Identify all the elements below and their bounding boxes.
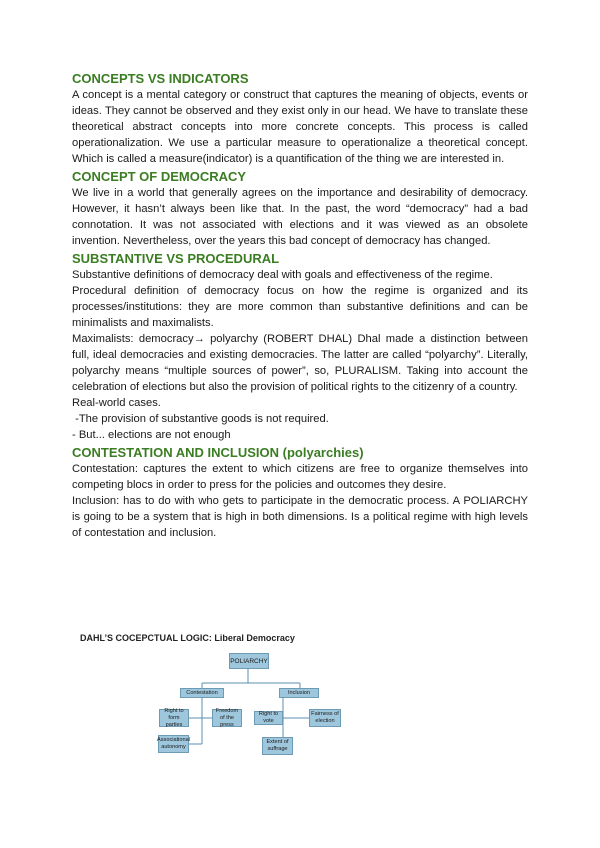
paragraph: Substantive definitions of democracy deal with goals and effectiveness of the regime. — [72, 269, 493, 281]
right-to-vote-box: Right to vote — [254, 711, 283, 725]
paragraph: Contestation: captures the extent to which citizens are free to organize themselves into competing blocs in order to press for the policies and outcomes they desire. — [72, 463, 528, 491]
freedom-of-press-box: Freedom of the press — [212, 709, 242, 727]
section-heading: CONTESTATION AND INCLUSION (polyarchies) — [72, 445, 364, 460]
paragraph: -The provision of substantive goods is not required. — [72, 413, 329, 425]
section-substantive-vs-procedural — [72, 250, 528, 443]
paragraph: Maximalists: democracy→ polyarchy (ROBERT DHAL) Dhal made a distinction between full, ideal democracies and existing democracies. The latter are called “polyarchy”. Literally, polyarchy means “multiple sources of power”, so, PLURALISM. Taking into account the celebration of elections but also the provision of political rights to the citizenry of a country. — [72, 333, 528, 393]
associational-autonomy-box: Associational autonomy — [158, 735, 189, 753]
section-heading: CONCEPTS VS INDICATORS — [72, 71, 249, 86]
section-heading: CONCEPT OF DEMOCRACY — [72, 169, 247, 184]
paragraph: - But... elections are not enough — [72, 429, 231, 441]
right-to-form-parties-box: Right to form parties — [159, 709, 189, 727]
paragraph: Inclusion: has to do with who gets to participate in the democratic process. A POLIARCHY is going to be a system that is high in both dimensions. Is a political regime with high levels of contestation and inclusion. — [72, 495, 528, 539]
inclusion-box: Inclusion — [279, 688, 319, 698]
paragraph: A concept is a mental category or construct that captures the meaning of objects, events or ideas. They cannot be observed and they exist only in our head. We have to translate these theoretical abstract concepts into more concrete concepts. This process is called operationalization. We use a particular measure to operationalize a theoretical concept. Which is called a measure(indicator) is a quantification of the thing we are interested in. — [72, 89, 528, 165]
diagram-connectors — [72, 633, 372, 763]
document-body — [72, 70, 528, 541]
section-concept-of-democracy — [72, 168, 528, 249]
extent-of-suffrage-box: Extent of suffrage — [262, 737, 293, 755]
paragraph: Procedural definition of democracy focus on how the regime is organized and its processes/institutions: they are more common than substantive definitions and can be minimalists and maximalists. — [72, 285, 528, 329]
section-contestation-and-inclusion — [72, 444, 528, 541]
paragraph: Real-world cases. — [72, 397, 161, 409]
contestation-box: Contestation — [180, 688, 224, 698]
section-concepts-vs-indicators — [72, 70, 528, 167]
fairness-of-election-box: Fairness of election — [309, 709, 341, 727]
dahl-conceptual-diagram — [72, 633, 372, 763]
diagram-title: DAHL’S COCEPCTUAL LOGIC: Liberal Democracy — [80, 633, 295, 643]
paragraph: We live in a world that generally agrees on the importance and desirability of democracy. However, it hasn’t always been like that. In the past, the word “democracy” had a bad connotation. It was not associated with elections and it was viewed as an obsolete invention. Nevertheless, over the years this bad concept of democracy has changed. — [72, 187, 528, 247]
poliarchy-box: POLIARCHY — [229, 653, 269, 669]
section-heading: SUBSTANTIVE VS PROCEDURAL — [72, 251, 280, 266]
